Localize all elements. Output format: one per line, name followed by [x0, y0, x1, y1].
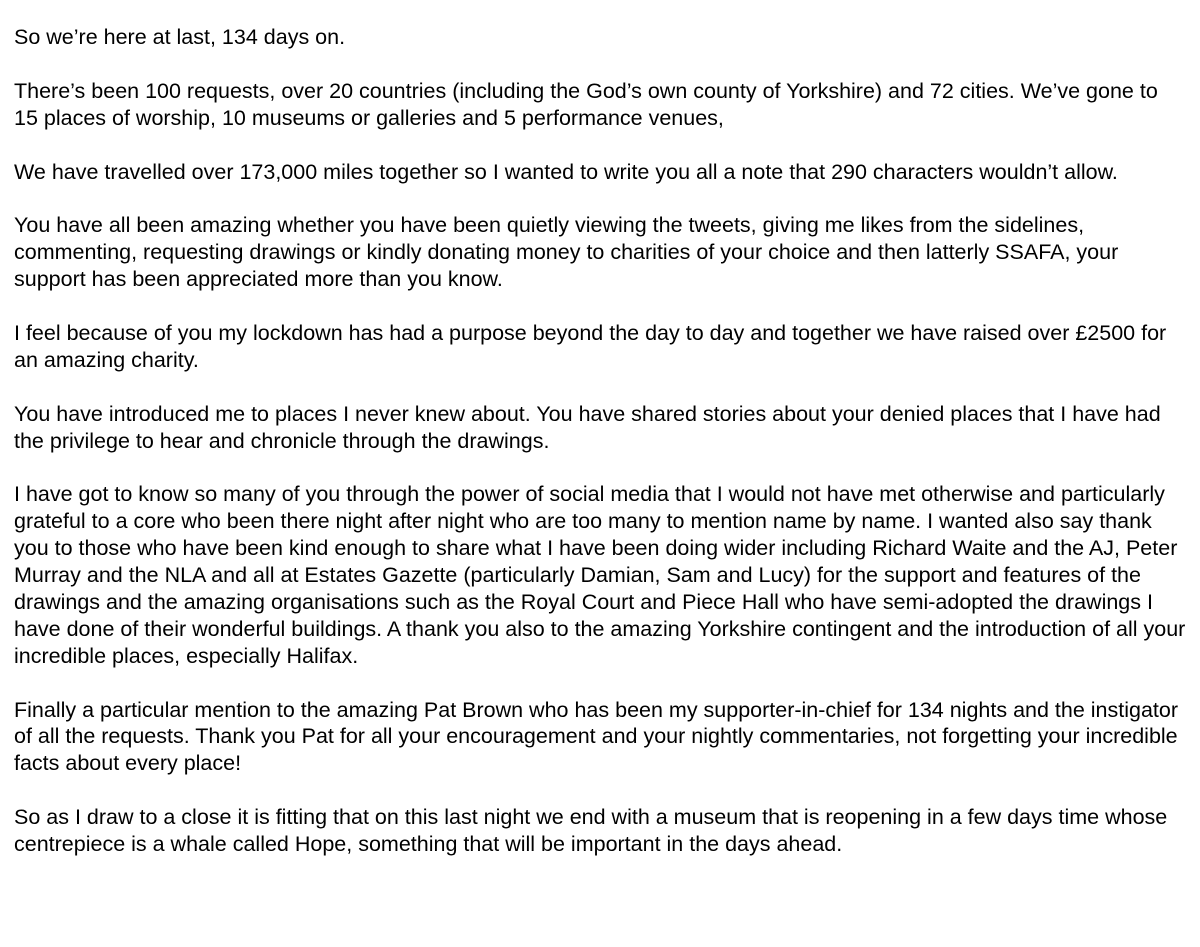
paragraph-acknowledgements: I have got to know so many of you through the power of social media that I would not have met otherwise and particularly grateful to a core who been there night after night who are too many to mention name by name. I wanted also say thank you to those who have been kind enough to share what I have been doing wider including Richard Waite and the AJ, Peter Murray and the NLA and all at Estates Gazette (particularly Damian, Sam and Lucy) for the support and features of the drawings and the amazing organisations such as the Royal Court and Piece Hall who have semi-adopted the drawings I have done of their wonderful buildings. A thank you also to the amazing Yorkshire contingent and the introduction of all your incredible places, especially Halifax. — [14, 482, 1186, 668]
letter-body — [14, 24, 1186, 858]
paragraph-introduced-places: You have introduced me to places I never knew about. You have shared stories about your denied places that I have had the privilege to hear and chronicle through the drawings. — [14, 401, 1161, 453]
paragraph-closing: So as I draw to a close it is fitting that on this last night we end with a museum that is reopening in a few days time whose centrepiece is a whale called Hope, something that will be important in the days ahead. — [14, 805, 1168, 857]
paragraph-requests-stats: There’s been 100 requests, over 20 countries (including the God’s own county of Yorkshire) and 72 cities. We’ve gone to 15 places of worship, 10 museums or galleries and 5 performance venues, — [14, 78, 1158, 130]
paragraph-miles-travelled: We have travelled over 173,000 miles together so I wanted to write you all a note that 290 characters wouldn’t allow. — [14, 159, 1118, 184]
paragraph-lockdown-purpose: I feel because of you my lockdown has had a purpose beyond the day to day and together we have raised over £2500 for an amazing charity. — [14, 320, 1167, 372]
paragraph-opening: So we’re here at last, 134 days on. — [14, 25, 346, 49]
paragraph-pat-brown-mention: Finally a particular mention to the amazing Pat Brown who has been my supporter-in-chief for 134 nights and the instigator of all the requests. Thank you Pat for all your encouragement and your nightly commentaries, not forgetting your incredible facts about every place! — [14, 697, 1179, 776]
paragraph-support-thanks: You have all been amazing whether you have been quietly viewing the tweets, giving me likes from the sidelines, commenting, requesting drawings or kindly donating money to charities of your choice and then latterly SSAFA, your support has been appreciated more than you know. — [14, 213, 1119, 292]
